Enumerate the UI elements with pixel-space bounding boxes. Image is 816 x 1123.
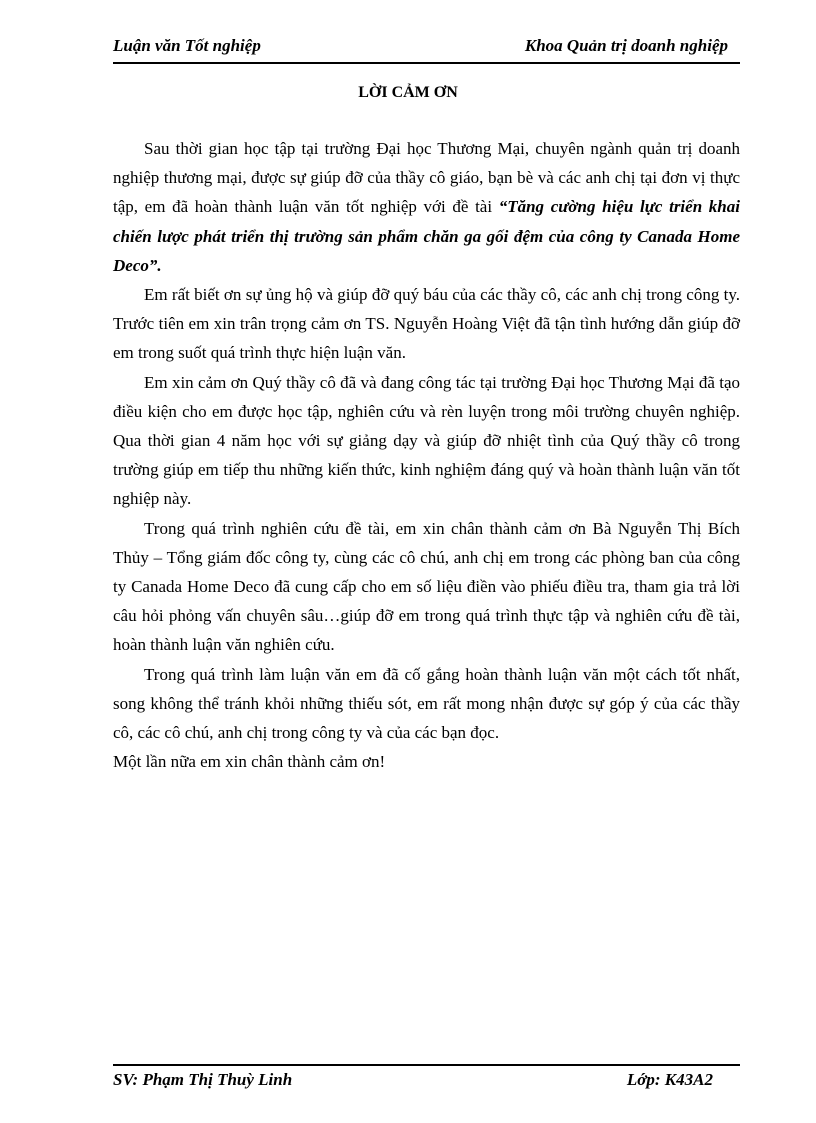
paragraph-1 — [113, 134, 740, 280]
header-faculty-label: Khoa Quản trị doanh nghiệp — [524, 36, 728, 55]
page-footer — [113, 1064, 740, 1096]
footer-class-code: Lớp: K43A2 — [626, 1070, 713, 1089]
page-title: LỜI CẢM ƠN — [358, 84, 458, 101]
paragraph-1-text: Sau thời gian học tập tại trường Đại học Thương Mại, chuyên ngành quản trị doanh nghiệp thương mại, được sự giúp đỡ của thầy cô giáo, bạn bè và các anh chị tại đơn vị thực tập, em đã hoàn thành luận văn tốt nghiệp với đề tài — [113, 139, 740, 217]
paragraph-2: Em rất biết ơn sự ủng hộ và giúp đỡ quý báu của các thầy cô, các anh chị trong công ty. Trước tiên em xin trân trọng cảm ơn TS. Nguyễn Hoàng Việt đã tận tình hướng dẫn giúp đỡ em trong suốt quá trình thực hiện luận văn. — [113, 285, 740, 363]
thesis-topic: “Tăng cường hiệu lực triển khai chiến lược phát triển thị trường sản phẩm chăn ga gối đệm của công ty Canada Home Deco”. — [113, 197, 740, 275]
page-header — [113, 36, 740, 64]
acknowledgement-body — [113, 134, 740, 776]
footer-student-name: SV: Phạm Thị Thuỳ Linh — [113, 1070, 293, 1089]
paragraph-closing: Một lần nữa em xin chân thành cảm ơn! — [113, 752, 386, 772]
paragraph-4: Trong quá trình nghiên cứu đề tài, em xin chân thành cảm ơn Bà Nguyễn Thị Bích Thủy – Tổng giám đốc công ty, cùng các cô chú, anh chị em trong các phòng ban của công ty Canada Home Deco đã cung cấp cho em số liệu điền vào phiếu điều tra, tham gia trả lời câu hỏi phỏng vấn chuyên sâu…giúp đỡ em trong quá trình thực tập và nghiên cứu đề tài, hoàn thành luận văn nghiên cứu. — [113, 518, 740, 655]
paragraph-3: Em xin cảm ơn Quý thầy cô đã và đang công tác tại trường Đại học Thương Mại đã tạo điều kiện cho em được học tập, nghiên cứu và rèn luyện trong môi trường chuyên nghiệp. Qua thời gian 4 năm học với sự giảng dạy và giúp đỡ nhiệt tình của Quý thầy cô trong trường giúp em tiếp thu những kiến thức, kinh nghiệm đáng quý và hoàn thành luận văn tốt nghiệp này. — [113, 372, 740, 509]
paragraph-5: Trong quá trình làm luận văn em đã cố gắng hoàn thành luận văn một cách tốt nhất, song không thể tránh khỏi những thiếu sót, em rất mong nhận được sự góp ý của các thầy cô, các cô chú, anh chị trong công ty và của các bạn đọc. — [113, 664, 740, 743]
header-thesis-label: Luận văn Tốt nghiệp — [113, 36, 261, 55]
